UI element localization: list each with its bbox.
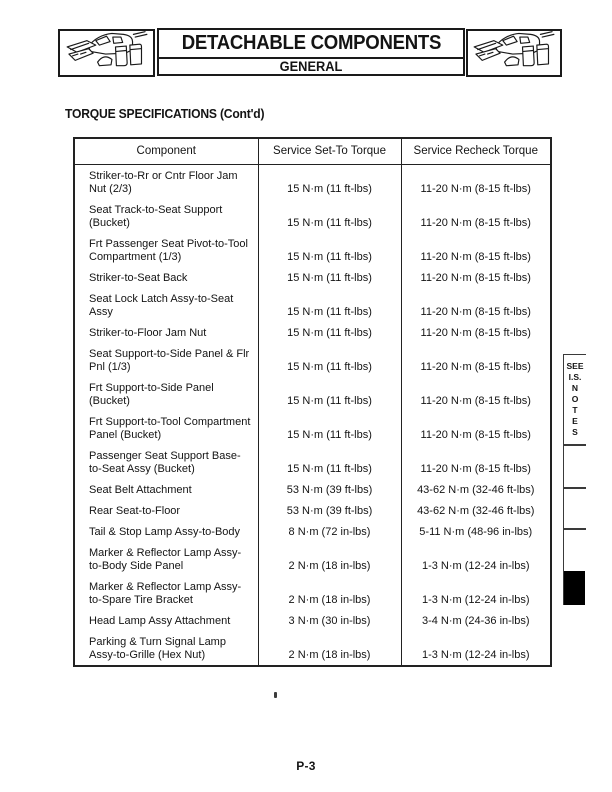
cell-component: Rear Seat-to-Floor — [89, 505, 181, 517]
cell-set_to: 2 N·m (18 in-lbs) — [258, 542, 401, 576]
torque-table-body — [74, 165, 551, 667]
index-tick — [564, 444, 586, 446]
col-header-set-to-torque: Service Set-To Torque — [258, 138, 401, 165]
table-row — [74, 576, 551, 610]
index-tick — [564, 528, 586, 530]
table-header-row — [74, 138, 551, 165]
table-row — [74, 500, 551, 521]
cell-set_to: 15 N·m (11 ft-lbs) — [258, 165, 401, 200]
cell-recheck: 43-62 N·m (32-46 ft-lbs) — [401, 479, 551, 500]
cell-recheck: 11-20 N·m (8-15 ft-lbs) — [401, 411, 551, 445]
col-header-component: Component — [74, 138, 258, 165]
cell-recheck: 11-20 N·m (8-15 ft-lbs) — [401, 343, 551, 377]
cell-set_to: 2 N·m (18 in-lbs) — [258, 576, 401, 610]
table-row — [74, 521, 551, 542]
cell-component: Passenger Seat Support Base-to-Seat Assy (Bucket) — [89, 450, 241, 475]
table-row — [74, 411, 551, 445]
table-row — [74, 267, 551, 288]
thumb-index-tab — [563, 354, 586, 605]
cell-set_to: 15 N·m (11 ft-lbs) — [258, 288, 401, 322]
cell-set_to: 15 N·m (11 ft-lbs) — [258, 445, 401, 479]
vehicle-body-icon — [469, 29, 559, 77]
cell-recheck: 1-3 N·m (12-24 in-lbs) — [401, 542, 551, 576]
table-row — [74, 542, 551, 576]
cell-component: Frt Support-to-Tool Compartment Panel (Bucket) — [89, 416, 251, 441]
header-title-row — [159, 30, 463, 59]
cell-recheck: 11-20 N·m (8-15 ft-lbs) — [401, 445, 551, 479]
table-row — [74, 445, 551, 479]
cell-component: Tail & Stop Lamp Assy-to-Body — [89, 526, 241, 538]
table-row — [74, 233, 551, 267]
cell-component: Marker & Reflector Lamp Assy-to-Body Side Panel — [89, 547, 242, 572]
notes-letter: S — [572, 427, 578, 437]
cell-component: Seat Lock Latch Assy-to-Seat Assy — [89, 293, 234, 318]
cell-component: Parking & Turn Signal Lamp Assy-to-Grille (Hex Nut) — [89, 636, 226, 661]
cell-set_to: 8 N·m (72 in-lbs) — [258, 521, 401, 542]
page-number: P-3 — [296, 759, 316, 773]
cell-set_to: 2 N·m (18 in-lbs) — [258, 631, 401, 666]
cell-set_to: 15 N·m (11 ft-lbs) — [258, 377, 401, 411]
cell-component: Head Lamp Assy Attachment — [89, 615, 231, 627]
cell-recheck: 11-20 N·m (8-15 ft-lbs) — [401, 267, 551, 288]
cell-set_to: 15 N·m (11 ft-lbs) — [258, 267, 401, 288]
cell-recheck: 3-4 N·m (24-36 in-lbs) — [401, 610, 551, 631]
thumb-index-black-block — [564, 571, 585, 605]
col-header-recheck-torque: Service Recheck Torque — [401, 138, 551, 165]
table-row — [74, 610, 551, 631]
table-row — [74, 479, 551, 500]
cell-recheck: 5-11 N·m (48-96 in-lbs) — [401, 521, 551, 542]
cell-recheck: 11-20 N·m (8-15 ft-lbs) — [401, 165, 551, 200]
cell-recheck: 11-20 N·m (8-15 ft-lbs) — [401, 233, 551, 267]
cell-component: Frt Passenger Seat Pivot-to-Tool Compartment (1/3) — [89, 238, 248, 263]
ink-speck — [274, 692, 277, 698]
cell-recheck: 11-20 N·m (8-15 ft-lbs) — [401, 199, 551, 233]
table-row — [74, 343, 551, 377]
index-tick — [564, 487, 586, 489]
cell-recheck: 1-3 N·m (12-24 in-lbs) — [401, 631, 551, 666]
see-is-notes-label — [564, 361, 586, 438]
torque-specifications-table — [73, 137, 552, 667]
table-row — [74, 322, 551, 343]
page-subtitle: GENERAL — [279, 59, 343, 74]
header-right-illustration-box — [466, 29, 562, 77]
cell-set_to: 3 N·m (30 in-lbs) — [258, 610, 401, 631]
header-subtitle-row — [159, 59, 463, 74]
notes-letter: E — [572, 416, 578, 426]
table-row — [74, 288, 551, 322]
is-label: I.S. — [568, 372, 582, 382]
cell-set_to: 15 N·m (11 ft-lbs) — [258, 343, 401, 377]
cell-component: Frt Support-to-Side Panel (Bucket) — [89, 382, 214, 407]
notes-letter: T — [572, 405, 578, 415]
cell-recheck: 11-20 N·m (8-15 ft-lbs) — [401, 377, 551, 411]
table-row — [74, 199, 551, 233]
cell-component: Striker-to-Seat Back — [89, 272, 188, 284]
cell-set_to: 15 N·m (11 ft-lbs) — [258, 233, 401, 267]
cell-component: Seat Support-to-Side Panel & Flr Pnl (1/3) — [89, 348, 250, 373]
see-label: SEE — [566, 361, 584, 371]
cell-set_to: 15 N·m (11 ft-lbs) — [258, 322, 401, 343]
section-title: TORQUE SPECIFICATIONS (Cont'd) — [65, 107, 265, 121]
header-title-box — [157, 28, 465, 76]
cell-set_to: 15 N·m (11 ft-lbs) — [258, 199, 401, 233]
cell-set_to: 53 N·m (39 ft-lbs) — [258, 500, 401, 521]
cell-component: Striker-to-Floor Jam Nut — [89, 327, 207, 339]
cell-recheck: 11-20 N·m (8-15 ft-lbs) — [401, 288, 551, 322]
notes-letter: N — [571, 383, 579, 393]
vehicle-body-icon — [62, 29, 152, 77]
cell-set_to: 15 N·m (11 ft-lbs) — [258, 411, 401, 445]
cell-component: Seat Belt Attachment — [89, 484, 192, 496]
cell-recheck: 11-20 N·m (8-15 ft-lbs) — [401, 322, 551, 343]
cell-component: Striker-to-Rr or Cntr Floor Jam Nut (2/3) — [89, 170, 238, 195]
cell-recheck: 1-3 N·m (12-24 in-lbs) — [401, 576, 551, 610]
cell-set_to: 53 N·m (39 ft-lbs) — [258, 479, 401, 500]
page-title: DETACHABLE COMPONENTS — [181, 32, 441, 54]
cell-component: Marker & Reflector Lamp Assy-to-Spare Tire Bracket — [89, 581, 242, 606]
table-row — [74, 631, 551, 666]
header-left-illustration-box — [58, 29, 155, 77]
notes-letter: O — [571, 394, 579, 404]
table-row — [74, 165, 551, 200]
cell-recheck: 43-62 N·m (32-46 ft-lbs) — [401, 500, 551, 521]
cell-component: Seat Track-to-Seat Support (Bucket) — [89, 204, 223, 229]
table-row — [74, 377, 551, 411]
